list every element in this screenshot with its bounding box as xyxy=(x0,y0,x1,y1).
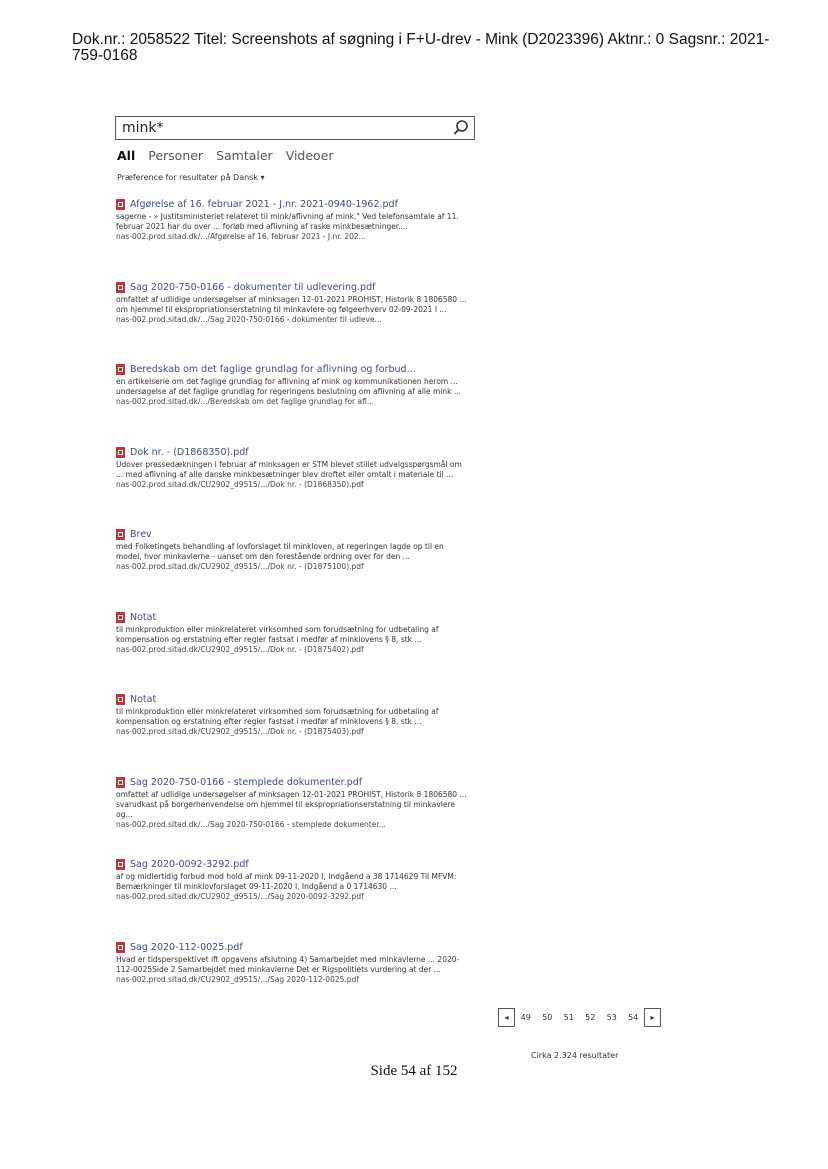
pdf-icon xyxy=(116,282,125,293)
result-item xyxy=(116,363,476,446)
document-header: Dok.nr.: 2058522 Titel: Screenshots af søgning i F+U-drev - Mink (D2023396) Aktnr.: 0 Sagsnr.: 2021-759-0168 xyxy=(72,31,770,64)
pdf-icon xyxy=(116,859,125,870)
result-item xyxy=(116,446,476,529)
page-link[interactable]: 53 xyxy=(606,1012,617,1022)
result-snippet: Udover pressedækningen i februar af minksagen er STM blevet stillet udvalgsspørgsmål om ... med aflivning af alle danske minkbesætninger blev droftet eller omtalt i materiale til ... xyxy=(116,459,462,479)
result-title-text: Sag 2020-0092-3292.pdf xyxy=(130,859,249,870)
result-url: nas-002.prod.sitad.dk/CU2902_d9515/.../Dok nr. - (D1868350).pdf xyxy=(116,479,364,489)
result-title-link[interactable] xyxy=(116,693,476,706)
result-item xyxy=(116,693,476,776)
result-title-link[interactable] xyxy=(116,446,476,459)
search-query: mink* xyxy=(122,120,164,136)
pdf-icon xyxy=(116,529,125,540)
result-snippet: omfattet af udlidige undersøgelser af minksagen 12-01-2021 PROHIST, Historik 8 1806580 ... om hjemmel til ekspropriationserstatning til minkavlere og følgeerhverv 02-09-2021 I ... xyxy=(116,294,467,314)
result-snippet: til minkproduktion eller minkrelateret virksomhed som forudsætning for udbetaling af kompensation og erstatning efter regler fastsat i medfør af minklovens § 8, stk ... xyxy=(116,624,439,644)
tab-personer[interactable]: Personer xyxy=(148,148,204,163)
result-item xyxy=(116,941,476,1024)
search-icon[interactable] xyxy=(452,119,470,137)
result-url: nas-002.prod.sitad.dk/CU2902_d9515/.../Dok nr. - (D1875403).pdf xyxy=(116,727,364,736)
result-title-link[interactable] xyxy=(116,858,476,871)
pdf-icon xyxy=(116,199,125,210)
result-snippet: af og midlertidig forbud mod hold af mink 09-11-2020 I, Indgåend a 38 1714629 Til MFVM: Bemærkninger til minklovforslaget 09-11-2020 I, Indgåend a 0 1714630 ... xyxy=(116,872,457,891)
result-snippet: omfattet af udlidige undersøgelser af minksagen 12-01-2021 PROHIST, Historik 8 1806580 ... svarudkast på borgerhenvendelse om hjemmel til ekspropriationserstatning til minkavlere og... xyxy=(116,789,467,819)
tab-samtaler[interactable]: Samtaler xyxy=(216,148,273,163)
tab-videoer[interactable]: Videoer xyxy=(285,148,334,163)
result-item xyxy=(116,528,476,611)
result-title-link[interactable] xyxy=(116,776,476,789)
page-link[interactable]: 54 xyxy=(628,1012,639,1022)
result-title-link[interactable] xyxy=(116,611,476,624)
page-link[interactable]: 52 xyxy=(585,1012,596,1022)
result-item xyxy=(116,198,476,281)
pdf-icon xyxy=(116,694,125,705)
result-url: nas-002.prod.sitad.dk/.../Sag 2020-750-0166 - dokumenter til udleve... xyxy=(116,314,382,324)
result-title-text: Beredskab om det faglige grundlag for aflivning og forbud... xyxy=(130,364,416,375)
result-url: nas-002.prod.sitad.dk/CU2902_d9515/.../Dok nr. - (D1875402).pdf xyxy=(116,644,364,654)
result-title-text: Sag 2020-750-0166 - dokumenter til udlevering.pdf xyxy=(130,281,376,293)
result-url: nas-002.prod.sitad.dk/CU2902_d9515/.../Dok nr. - (D1875100).pdf xyxy=(116,562,364,571)
pdf-icon xyxy=(116,942,125,953)
result-url: nas-002.prod.sitad.dk/.../Sag 2020-750-0166 - stemplede dokumenter... xyxy=(116,819,386,829)
result-url: nas-002.prod.sitad.dk/.../Afgørelse af 16. februar 2021 - J.nr. 202... xyxy=(116,232,366,241)
language-preference-dropdown[interactable]: Præference for resultater på Dansk ▾ xyxy=(117,173,265,182)
result-url: nas-002.prod.sitad.dk/CU2902_d9515/.../Sag 2020-112-0025.pdf xyxy=(116,974,359,984)
result-snippet: til minkproduktion eller minkrelateret virksomhed som forudsætning for udbetaling af kompensation og erstatning efter regler fastsat i medfør af minklovens § 8, stk ... xyxy=(116,707,439,726)
pagination xyxy=(498,1007,661,1027)
pdf-icon xyxy=(116,447,125,458)
result-snippet: en artikelserie om det faglige grundlag for aflivning af mink og kommunikationen herom ... undersøgelse af det faglige grundlag for regeringens beslutning om aflivning af alle mink ... xyxy=(116,377,462,396)
result-title-text: Brev xyxy=(130,529,152,540)
pdf-icon xyxy=(116,777,125,788)
result-snippet: Hvad er tidsperspektivet ift opgavens afslutning 4) Samarbejdet med minkavlerne ... 2020-112-0025Side 2 Samarbejdet med minkavlerne Det er Rigspolitiets vurdering at der ... xyxy=(116,954,460,974)
result-title-link[interactable] xyxy=(116,198,476,211)
search-tabs xyxy=(117,148,343,163)
result-title-text: Sag 2020-750-0166 - stemplede dokumenter.pdf xyxy=(130,776,363,788)
result-url: nas-002.prod.sitad.dk/CU2902_d9515/.../Sag 2020-0092-3292.pdf xyxy=(116,892,364,901)
page-footer: Side 54 af 152 xyxy=(370,1063,458,1079)
search-input[interactable] xyxy=(115,116,475,140)
result-title-text: Notat xyxy=(130,611,157,623)
page-link[interactable]: 49 xyxy=(520,1012,531,1022)
result-item xyxy=(116,858,476,941)
result-item xyxy=(116,776,476,859)
result-title-text: Notat xyxy=(130,694,157,705)
tab-all[interactable]: All xyxy=(117,148,136,163)
result-title-link[interactable] xyxy=(116,363,476,376)
pdf-icon xyxy=(116,364,125,375)
result-url: nas-002.prod.sitad.dk/.../Beredskab om det faglige grundlag for afl... xyxy=(116,397,374,406)
result-snippet: sagerne - » Justitsministeriet relateret til mink/aflivning af mink." Ved telefonsamtale af 11. februar 2021 har du over ... forløb med aflivning af raske minkbesætninger.... xyxy=(116,212,459,231)
result-title-link[interactable] xyxy=(116,941,476,954)
page-link[interactable]: 51 xyxy=(563,1012,574,1022)
result-title-link[interactable] xyxy=(116,281,476,294)
result-item xyxy=(116,281,476,364)
result-title-link[interactable] xyxy=(116,528,476,541)
pdf-icon xyxy=(116,612,125,623)
result-item xyxy=(116,611,476,694)
page-link[interactable]: 50 xyxy=(542,1012,553,1022)
result-title-text: Dok nr. - (D1868350).pdf xyxy=(130,446,249,458)
result-snippet: med Folketingets behandling af lovforslaget til minkloven, at regeringen lagde op til en model, hvor minkavlerne - uanset om den forestående ordning over for den ... xyxy=(116,542,444,561)
results-list xyxy=(116,198,476,1023)
result-title-text: Sag 2020-112-0025.pdf xyxy=(130,941,243,953)
next-page-button[interactable]: ▸ xyxy=(644,1008,661,1027)
previous-page-button[interactable]: ◂ xyxy=(498,1008,515,1027)
result-count: Cirka 2.324 resultater xyxy=(531,1051,619,1060)
result-title-text: Afgørelse af 16. februar 2021 - J.nr. 2021-0940-1962.pdf xyxy=(130,199,398,210)
